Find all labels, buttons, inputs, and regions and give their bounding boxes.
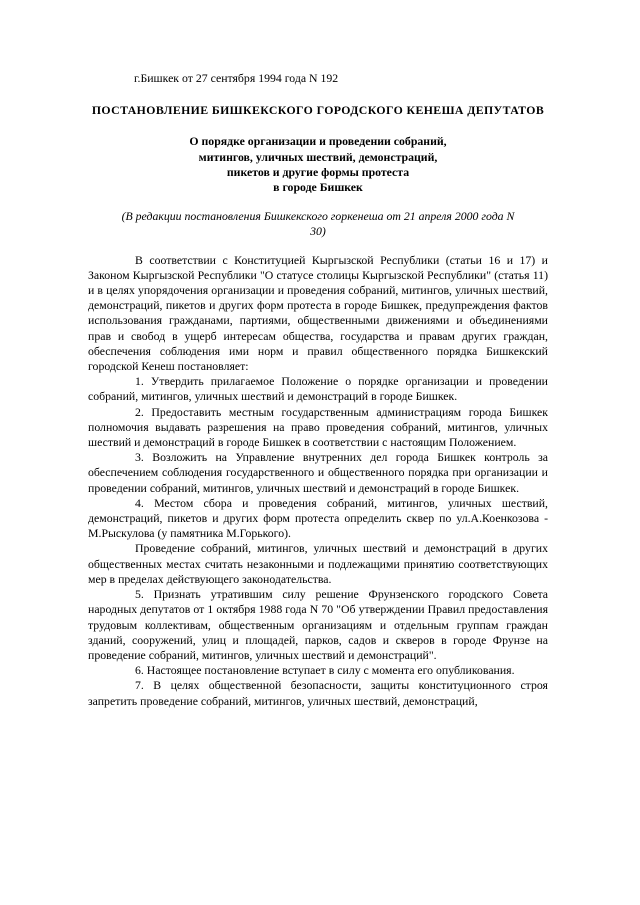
document-title: ПОСТАНОВЛЕНИЕ БИШКЕКСКОГО ГОРОДСКОГО КЕНЕША ДЕПУТАТОВ: [91, 103, 545, 118]
document-body: [88, 253, 548, 709]
edition-note-line: 30): [310, 224, 326, 239]
body-paragraph-note: Проведение собраний, митингов, уличных шествий и демонстраций в других общественных местах считать незаконными и подлежащими принятию соответствующих мер в пределах действующего законодательства.: [88, 541, 548, 586]
document-subject: [88, 134, 548, 195]
body-paragraph-item-1: 1. Утвердить прилагаемое Положение о порядке организации и проведении собраний, митингов, уличных шествий и демонстраций в городе Бишкек.: [88, 374, 548, 404]
edition-note: [88, 209, 548, 239]
body-paragraph-item-7: 7. В целях общественной безопасности, защиты конституционного строя запретить проведение собраний, митингов, уличных шествий, демонстраций,: [88, 678, 548, 708]
edition-note-line: (В редакции постановления Бишкекского горкенеша от 21 апреля 2000 года N: [121, 209, 515, 224]
document-subject-line: О порядке организации и проведении собраний,: [189, 134, 447, 149]
body-paragraph-item-3: 3. Возложить на Управление внутренних дел города Бишкек контроль за обеспечением соблюдения государственного и общественного порядка при организации и проведении собраний, митингов, уличных шествий и демонстраций в городе Бишкек.: [88, 450, 548, 495]
body-paragraph-item-4: 4. Местом сбора и проведения собраний, митингов, уличных шествий, демонстраций, пикетов и других форм протеста определить сквер по ул.А.Коенкозова - М.Рыскулова (у памятника М.Горького).: [88, 495, 548, 541]
body-paragraph-item-6: 6. Настоящее постановление вступает в силу с момента его опубликования.: [135, 663, 515, 678]
body-paragraph-item-5: 5. Признать утратившим силу решение Фрунзенского городского Совета народных депутатов от 1 октября 1988 года N 70 "Об утверждении Правил предоставления трудовым коллективам, общественным организациям и отдельным группам граждан зданий, сооружений, улиц и площадей, парков, садов и скверов в городе Фрунзе на проведение собраний, митингов, уличных шествий и демонстраций".: [88, 587, 548, 662]
body-paragraph-preamble: В соответствии с Конституцией Кыргызской Республики (статьи 16 и 17) и Законом Кыргызской Республики "О статусе столицы Кыргызской Республики" (статья 11) и в целях упорядочения организации и проведения собраний, митингов, уличных шествий, демонстраций, пикетов и других форм протеста в городе Бишкек, предупреждения фактов использования гражданами, партиями, общественными движениями и объединениями прав и свобод в ущерб интересам общества, государства и правам других граждан, обеспечения соблюдения ими норм и правил общественного порядка Бишкекский городской Кенеш постановляет:: [88, 252, 548, 374]
document-subject-line: митингов, уличных шествий, демонстраций,: [198, 149, 438, 164]
body-paragraph-item-2: 2. Предоставить местным государственным администрациям города Бишкек полномочия выдавать разрешения на право проведения собраний, митингов, уличных шествий и демонстраций в городе Бишкек в соответствии с настоящим Положением.: [88, 404, 548, 450]
document-content: [88, 71, 548, 709]
document-subject-line: в городе Бишкек: [273, 180, 363, 195]
document-subject-line: пикетов и другие формы протеста: [226, 164, 410, 179]
document-date-line: г.Бишкек от 27 сентября 1994 года N 192: [134, 71, 339, 85]
